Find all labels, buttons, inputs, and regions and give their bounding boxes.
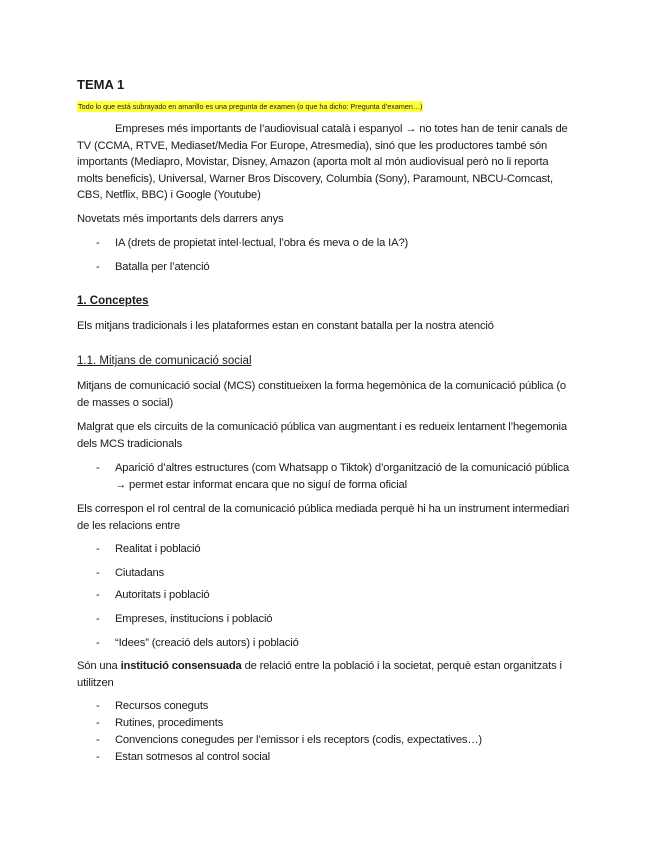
paragraph: Malgrat que els circuits de la comunicació pública van augmentant i es redueix lentament l’hegemonia dels MCS tradicionals	[77, 421, 567, 450]
list-item	[96, 698, 576, 715]
list-item-text: Empreses, institucions i població	[115, 613, 273, 625]
list-item-text: Aparició d’altres estructures (com Whatsapp o Tiktok) d’organització de la comunicació pública → permet estar informat encara que no siguí de forma oficial	[115, 462, 570, 491]
list-item-text: Realitat i població	[115, 543, 201, 555]
list-item-text: “Idees” (creació dels autors) i població	[115, 637, 299, 649]
paragraph: Els correspon el rol central de la comunicació pública mediada perquè hi ha un instrument intermediari de les relacions entre	[77, 503, 570, 532]
list-item	[96, 715, 576, 732]
list-item	[96, 565, 576, 582]
list-item-text: Batalla per l’atenció	[115, 261, 210, 273]
list-item	[96, 732, 576, 749]
list-item	[96, 587, 576, 604]
list-item-text: Ciutadans	[115, 567, 165, 579]
bullet-dash: -	[96, 237, 100, 249]
list-item	[96, 259, 576, 276]
novetats-heading: Novetats més importants dels darrers anys	[77, 213, 284, 225]
document-title: TEMA 1	[77, 77, 125, 92]
list-item-text: Estan sotmesos al control social	[115, 751, 271, 763]
bullet-dash: -	[96, 589, 100, 601]
bullet-dash: -	[96, 751, 100, 763]
bullet-dash: -	[96, 700, 100, 712]
section-heading: 1. Conceptes	[77, 295, 149, 307]
list-item	[96, 749, 576, 766]
list-item	[96, 541, 576, 558]
bold-term: institució consensuada	[120, 660, 242, 672]
bullet-dash: -	[96, 734, 100, 746]
paragraph-text: de relació entre la població i la societat, perquè estan organitzats i utilitzen	[77, 660, 562, 689]
paragraph	[77, 658, 577, 691]
list-item	[96, 460, 576, 493]
list-item	[96, 235, 576, 252]
list-item-text: Recursos coneguts	[115, 700, 209, 712]
bullet-dash: -	[96, 637, 100, 649]
section-text: Els mitjans tradicionals i les plataformes estan en constant batalla per la nostra atenció	[77, 320, 494, 332]
list-item	[96, 611, 576, 628]
bullet-dash: -	[96, 261, 100, 273]
paragraph-text: Són una	[77, 660, 121, 672]
bullet-dash: -	[96, 543, 100, 555]
list-item-text: Autoritats i població	[115, 589, 210, 601]
highlight-note: Todo lo que está subrayado en amarillo es una pregunta de examen (o que ha dicho: Pregunta d’examen…)	[78, 102, 423, 111]
paragraph: Mitjans de comunicació social (MCS) constitueixen la forma hegemònica de la comunicació pública (o de masses o social)	[77, 380, 566, 409]
bullet-dash: -	[96, 717, 100, 729]
bullet-dash: -	[96, 462, 100, 474]
list-item-text: IA (drets de propietat intel·lectual, l’obra és meva o de la IA?)	[115, 237, 409, 249]
list-item-text: Rutines, procediments	[115, 717, 224, 729]
intro-paragraph: Empreses més importants de l’audiovisual català i espanyol → no totes han de tenir canals de TV (CCMA, RTVE, Mediaset/Media For Europe, Atresmedia), sinó que les productores també són importants (Mediapro, Movistar, Disney, Amazon (aporta molt al món audiovisual però no li reporta molts beneficis), Universal, Warner Bros Discovery, Columbia (Sony), Paramount, NBCU-Comcast, CBS, Netflix, BBC) i Google (Youtube)	[77, 123, 568, 201]
bullet-dash: -	[96, 613, 100, 625]
bullet-dash: -	[96, 567, 100, 579]
subsection-heading: 1.1. Mitjans de comunicació social	[77, 355, 252, 367]
list-item-text: Convencions conegudes per l’emissor i els receptors (codis, expectatives…)	[115, 734, 482, 746]
list-item	[96, 635, 576, 652]
